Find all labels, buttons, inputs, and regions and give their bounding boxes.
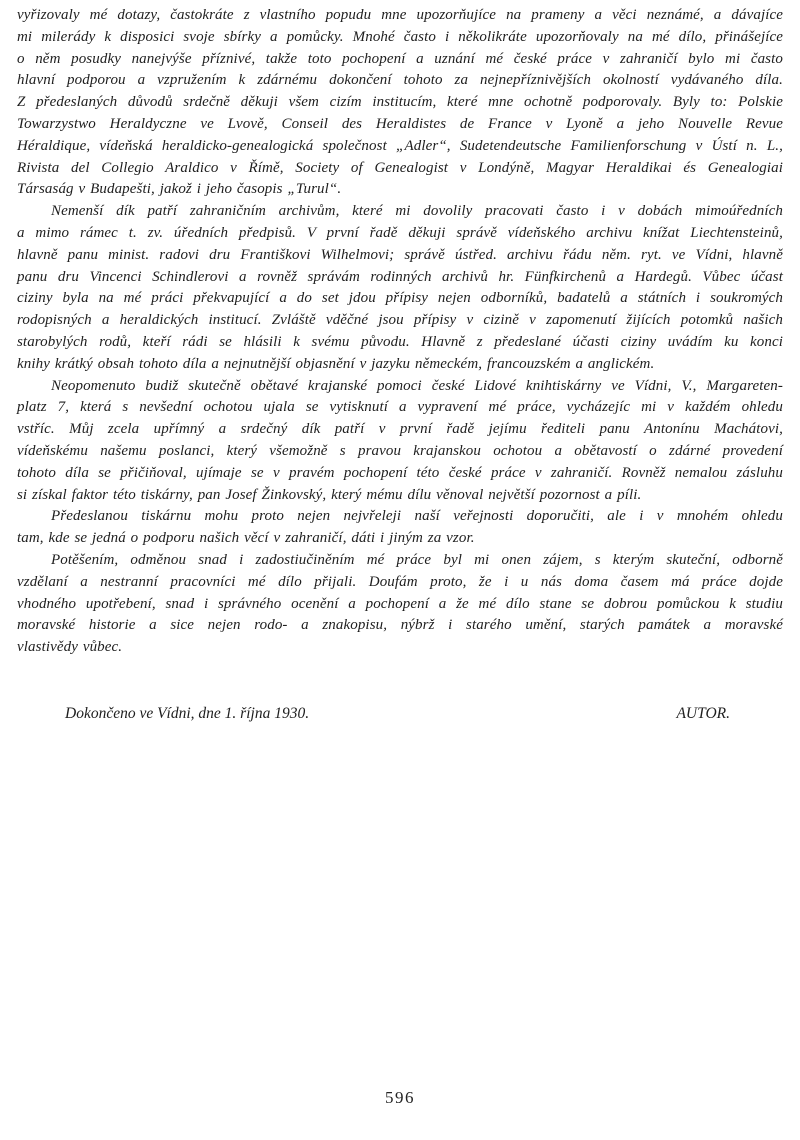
text-line: panu dru Vincenci Schindlerovi a rovněž správám rodinných archivů hr. Fünfkirchenů a Hardegů. Vůbec účast	[17, 268, 783, 285]
paragraph	[17, 550, 783, 659]
text-line: mi milerády k disposici svoje sbírky a pomůcky. Mnohé často i několikráte upozorňovaly na mé dílo, přinášejíce	[17, 28, 783, 45]
text-line: Předeslanou tiskárnu mohu proto nejen nejvřeleji naší veřejnosti doporučiti, ale i v mnohém ohledu	[51, 508, 783, 525]
text-line: platz 7, která s nevšední ochotou ujala se vytisknutí a vypravení mé práce, vycházejíc mi v každém ohledu	[17, 399, 783, 416]
paragraph	[17, 376, 783, 507]
text-line: hlavně panu minist. radovi dru Františkovi Wilhelmovi; správě ústřed. archivu řádu něm. ryt. ve Vídni, hlavně	[17, 246, 783, 263]
completion-date: Dokončeno ve Vídni, dne 1. října 1930.	[65, 705, 310, 722]
paragraph	[17, 5, 783, 201]
text-line: vyřizovaly mé dotazy, častokráte z vlastního popudu mne upozorňujíce na prameny a věci neznámé, a dávajíce	[17, 7, 783, 23]
text-line: vhodného upotřebení, snad i správného ocenění a pochopení a že mé dílo stane se dobrou pomůckou k studiu	[17, 595, 783, 612]
text-line: moravské historie a sice nejen rodo- a znakopisu, nýbrž i starého umění, starých památek a moravské	[17, 617, 783, 634]
text-line: knihy krátký obsah tohoto díla a nejnutnější objasnění v jazyku německém, francouzském a anglickém.	[17, 355, 655, 372]
text-line: tam, kde se jedná o podporu našich věcí v zahraničí, dáti i jiným za vzor.	[17, 530, 475, 547]
text-line: vstříc. Můj zcela upřímný a srdečný dík patří v první řadě jejímu řediteli panu Antonínu Machátovi,	[17, 421, 783, 438]
text-line: vzdělaní a nestranní pracovníci mé dílo přijali. Doufám proto, že i u nás doma časem má práce dojde	[17, 573, 783, 590]
text-line: starobylých rodů, kteří rádi se hlásili k svému původu. Hlavně z předeslané účasti ciziny uvádím ku konci	[17, 333, 783, 350]
text-line: hlavní podporou a vzpružením k zdárnému dokončení tohoto za nejnepříznivějších okolností vydávaného díla.	[17, 72, 783, 89]
text-line: Neopomenuto budiž skutečně obětavé krajanské pomoci české Lidové knihtiskárny ve Vídni, V., Margareten-	[51, 377, 783, 394]
text-line: ciziny byla na mé práci překvapující a do set jdou přípisy nejen odborníků, badatelů a státních i soukromých	[17, 290, 783, 307]
text-line: Társaság v Budapešti, jakož i jeho časopis „Turul“.	[17, 181, 342, 198]
text-line: a mimo rámec t. zv. úředních předpisů. V první řadě děkuji správě vídeňského archivu knížat Liechtensteinů,	[17, 224, 783, 241]
author-signature: AUTOR.	[676, 705, 730, 722]
text-line: o něm posudky nanejvýše příznivé, takže toto pochopení a uznání mé české práce v zahraničí bylo mi často	[17, 50, 783, 67]
text-line: Nemenší dík patří zahraničním archivům, které mi dovolily pracovati často i v dobách mimoúředních	[51, 203, 783, 220]
text-line: si získal faktor této tiskárny, pan Josef Žinkovský, který mému dílu věnoval největší pozornost a píli.	[17, 486, 642, 503]
paragraph	[17, 201, 783, 375]
text-line: tohoto díla se přičiňoval, ujímaje se v pravém pochopení této české práce v zahraničí. Rovněž nemalou zásluhu	[17, 464, 783, 481]
signature-row	[17, 703, 783, 725]
page-body	[17, 5, 783, 659]
text-line: vídeňskému našemu poslanci, který všemožně s pravou krajanskou ochotou a obětavostí o zdárné provedení	[17, 442, 783, 459]
page-number: 596	[385, 1088, 415, 1107]
text-line: vlastivědy vůbec.	[17, 639, 123, 656]
text-line: Z předeslaných důvodů srdečně děkuji všem cizím institucím, které mne ochotně podporovaly. Byly to: Polskie	[17, 94, 783, 111]
text-line: Potěšením, odměnou snad i zadostiučiněním mé práce byl mi onen zájem, s kterým skuteční, odborně	[51, 551, 783, 568]
text-line: Towarzystwo Heraldyczne ve Lvově, Conseil des Heraldistes de France v Lyoně a jeho Nouvelle Revue	[17, 115, 783, 132]
text-line: rodopisných a heraldických institucí. Zvláště vděčné jsou přípisy v cizině v zapomenutí žijících potomků našich	[17, 312, 783, 329]
text-line: Héraldique, vídeňská heraldicko-genealogická společnost „Adler“, Sudetendeutsche Familienforschung v Ústí n. L.,	[17, 137, 783, 154]
paragraph	[17, 506, 783, 550]
text-line: Rivista del Collegio Araldico v Římě, Society of Genealogist v Londýně, Magyar Heraldikai és Genealogiai	[17, 159, 783, 176]
